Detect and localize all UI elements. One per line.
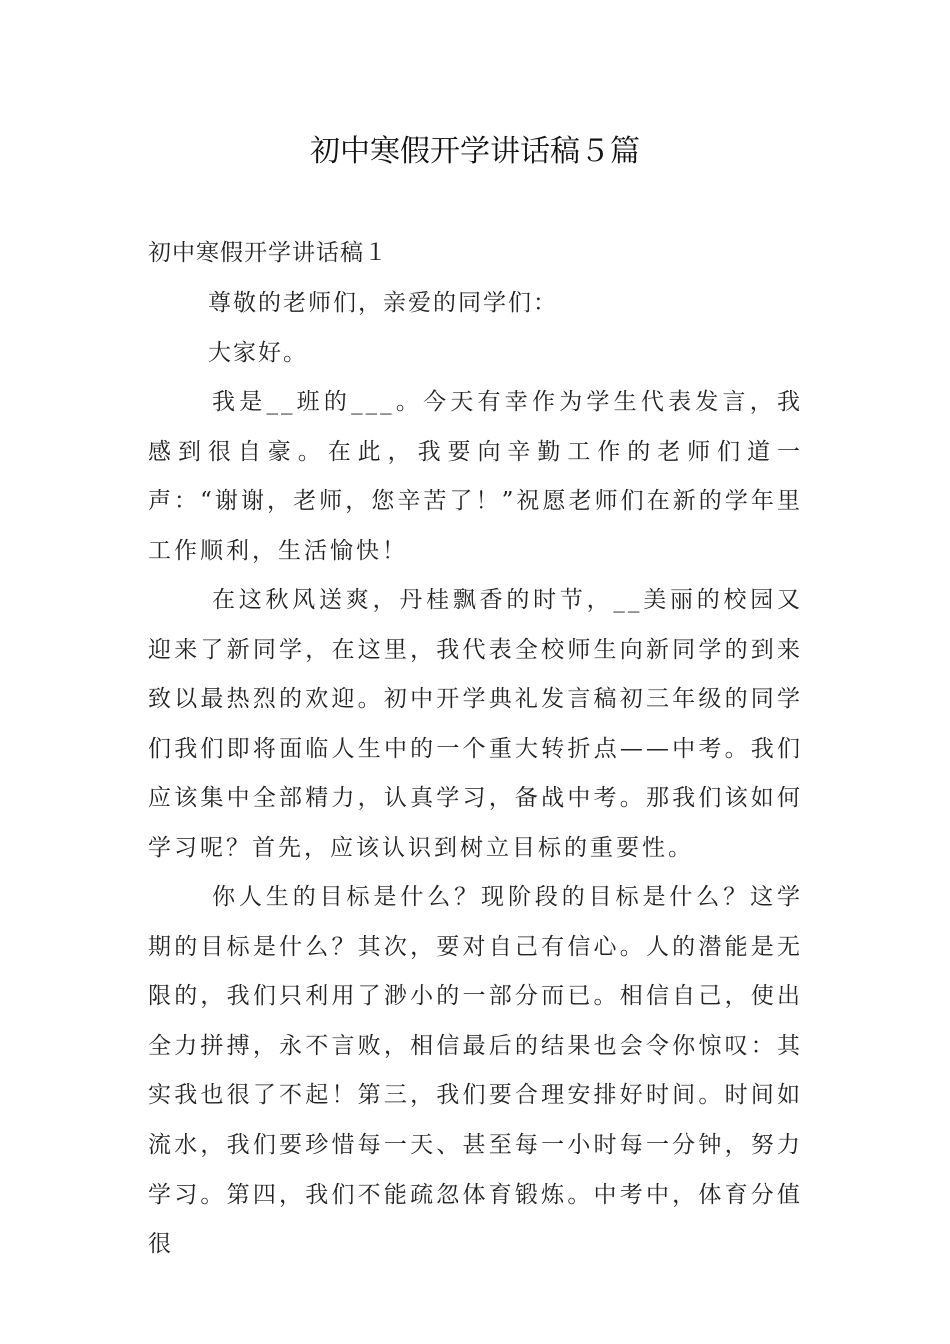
salutation: 尊敬的老师们，亲爱的同学们： (208, 290, 558, 316)
document-title: 初中寒假开学讲话稿５篇 (310, 134, 640, 169)
greeting: 大家好。 (208, 340, 308, 366)
section-heading: 初中寒假开学讲话稿１ (148, 240, 388, 266)
paragraph-1: 我是__班的___。今天有幸作为学生代表发言，我感到很自豪。在此，我要向辛勤工作的老师们道一声：“谢谢，老师，您辛苦了！”祝愿老师们在新的学年里工作顺利，生活愉快！ (148, 389, 803, 564)
paragraph-3: 你人生的目标是什么？现阶段的目标是什么？这学期的目标是什么？其次，要对自己有信心。人的潜能是无限的，我们只利用了渺小的一部分而已。相信自己，使出全力拼搏，永不言败，相信最后的结果也会令你惊叹：其实我也很了不起！第三，我们要合理安排好时间。时间如流水，我们要珍惜每一天、甚至每一小时每一分钟，努力学习。第四，我们不能疏忽体育锻炼。中考中，体育分值很 (148, 884, 803, 1258)
paragraph-2: 在这秋风送爽，丹桂飘香的时节，__美丽的校园又迎来了新同学，在这里，我代表全校师生向新同学的到来致以最热烈的欢迎。初中开学典礼发言稿初三年级的同学们我们即将面临人生中的一个重大转折点——中考。我们应该集中全部精力，认真学习，备战中考。那我们该如何学习呢？首先，应该认识到树立目标的重要性。 (148, 587, 803, 861)
